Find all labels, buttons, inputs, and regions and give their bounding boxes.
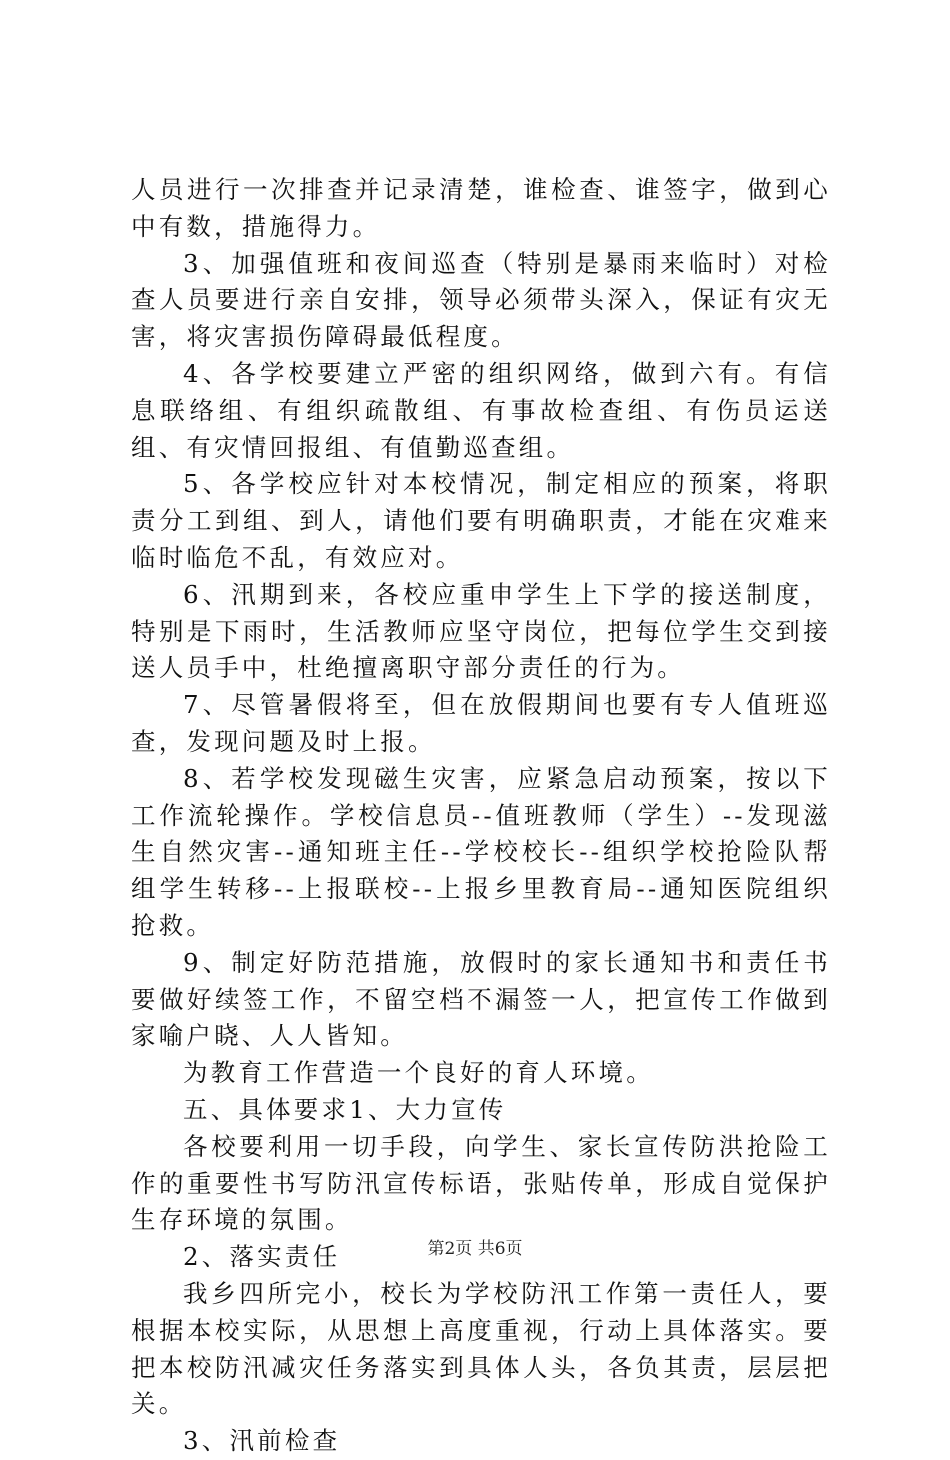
paragraph-2: 3、加强值班和夜间巡查（特别是暴雨来临时）对检查人员要进行亲自安排，领导必须带头深入，保证有灾无害，将灾害损伤障碍最低程度。 xyxy=(131,248,831,352)
subheading-2: 2、落实责任 xyxy=(183,1242,341,1272)
paragraph-8: 9、制定好防范措施，放假时的家长通知书和责任书要做好续签工作，不留空档不漏签一人，把宣传工作做到家喻户晓、人人皆知。 xyxy=(131,947,831,1051)
paragraph-11: 我乡四所完小，校长为学校防汛工作第一责任人，要根据本校实际，从思想上高度重视，行动上具体落实。要把本校防汛减灾任务落实到具体人头，各负其责，层层把关。 xyxy=(131,1278,831,1419)
section-heading-5: 五、具体要求1、大力宣传 xyxy=(183,1094,507,1124)
paragraph-4: 5、各学校应针对本校情况，制定相应的预案，将职责分工到组、到人，请他们要有明确职责，才能在灾难来临时临危不乱，有效应对。 xyxy=(131,469,831,572)
paragraph-1: 人员进行一次排查并记录清楚，谁检查、谁签字，做到心中有数，措施得力。 xyxy=(131,175,831,241)
paragraph-7: 8、若学校发现磁生灾害，应紧急启动预案，按以下工作流轮操作。学校信息员--值班教师（学生）--发现滋生自然灾害--通知班主任--学校校长--组织学校抢险队帮组学生转移--上报联校--上报乡里教育局--通知医院组织抢救。 xyxy=(131,763,831,940)
page-number-footer: 第2页 共6页 xyxy=(427,1239,523,1259)
subheading-3: 3、汛前检查 xyxy=(183,1426,341,1456)
paragraph-10: 各校要利用一切手段，向学生、家长宣传防洪抢险工作的重要性书写防汛宣传标语，张贴传单，形成自觉保护生存环境的氛围。 xyxy=(131,1131,831,1235)
paragraph-6: 7、尽管暑假将至，但在放假期间也要有专人值班巡查，发现问题及时上报。 xyxy=(131,690,831,756)
document-body xyxy=(131,172,831,1460)
paragraph-9: 为教育工作营造一个良好的育人环境。 xyxy=(183,1058,654,1088)
paragraph-3: 4、各学校要建立严密的组织网络，做到六有。有信息联络组、有组织疏散组、有事故检查组、有伤员运送组、有灾情回报组、有值勤巡查组。 xyxy=(131,358,831,462)
paragraph-5: 6、汛期到来，各校应重申学生上下学的接送制度，特别是下雨时，生活教师应坚守岗位，把每位学生交到接送人员手中，杜绝擅离职守部分责任的行为。 xyxy=(131,579,831,683)
